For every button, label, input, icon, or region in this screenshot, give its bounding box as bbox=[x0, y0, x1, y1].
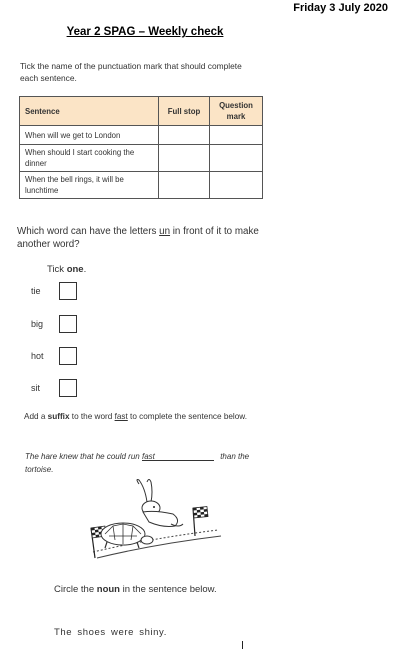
hare-sentence bbox=[25, 450, 255, 476]
hare-sentence-word: fast bbox=[141, 452, 155, 461]
hare-sentence-after: than the tortoise. bbox=[25, 452, 250, 474]
tick-prefix: Tick bbox=[47, 264, 67, 275]
sentence-cell: When the bell rings, it will be lunchtime bbox=[20, 172, 159, 199]
tick-suffix: . bbox=[83, 264, 87, 275]
option-row-hot bbox=[31, 345, 77, 367]
shoes-sentence[interactable]: The shoes were shiny. bbox=[54, 627, 167, 638]
option-word: tie bbox=[31, 286, 41, 296]
option-word: sit bbox=[31, 383, 40, 393]
question-mark-tick-cell[interactable] bbox=[210, 145, 263, 172]
column-header-sentence: Sentence bbox=[20, 97, 159, 126]
q2-text-before: Which word can have the letters bbox=[17, 226, 160, 237]
q2-letters: un bbox=[159, 226, 171, 237]
question-mark-tick-cell[interactable] bbox=[210, 126, 263, 145]
date-label: Friday 3 July 2020 bbox=[293, 2, 388, 14]
hare-tortoise-illustration bbox=[83, 478, 223, 560]
sentence-cell: When will we get to London bbox=[20, 126, 159, 145]
full-stop-tick-cell[interactable] bbox=[159, 172, 210, 199]
table-row bbox=[20, 145, 263, 172]
table-row bbox=[20, 126, 263, 145]
column-header-question-mark: Question mark bbox=[210, 97, 263, 126]
q3-instruction bbox=[24, 412, 274, 421]
q3-instr-bold: suffix bbox=[47, 412, 70, 421]
table-header-row bbox=[20, 97, 263, 126]
q3-instr-word: fast bbox=[114, 412, 128, 421]
page-title: Year 2 SPAG – Weekly check bbox=[66, 26, 224, 38]
option-word: big bbox=[31, 319, 44, 329]
tick-box[interactable] bbox=[59, 379, 77, 397]
q4-instruction bbox=[54, 584, 217, 595]
option-row-sit bbox=[31, 377, 77, 399]
q2-text-after: in front of it to make another word? bbox=[17, 226, 259, 250]
column-header-full-stop: Full stop bbox=[159, 97, 210, 126]
q3-instr-prefix: Add a bbox=[24, 412, 48, 421]
q3-instr-suffix: to complete the sentence below. bbox=[127, 412, 248, 421]
q1-instruction: Tick the name of the punctuation mark that should complete each sentence. bbox=[20, 61, 242, 83]
tick-box[interactable] bbox=[59, 347, 77, 365]
sentence-cell: When should I start cooking the dinner bbox=[20, 145, 159, 172]
option-row-big bbox=[31, 313, 77, 335]
option-row-tie bbox=[31, 280, 77, 302]
suffix-answer-blank[interactable] bbox=[142, 450, 214, 461]
q3-instr-mid: to the word bbox=[69, 412, 115, 421]
q4-instr-prefix: Circle the bbox=[54, 584, 97, 595]
question-mark-tick-cell[interactable] bbox=[210, 172, 263, 199]
tick-one-instruction bbox=[47, 264, 86, 275]
hare-sentence-before: The hare knew that he could run bbox=[25, 452, 142, 461]
punctuation-table bbox=[19, 96, 263, 199]
q4-instr-bold: noun bbox=[96, 584, 120, 595]
tick-word: one bbox=[66, 264, 84, 275]
tick-box[interactable] bbox=[59, 282, 77, 300]
full-stop-tick-cell[interactable] bbox=[159, 126, 210, 145]
full-stop-tick-cell[interactable] bbox=[159, 145, 210, 172]
q2-question bbox=[17, 225, 277, 251]
option-word: hot bbox=[31, 351, 44, 361]
table-row bbox=[20, 172, 263, 199]
tick-box[interactable] bbox=[59, 315, 77, 333]
q4-instr-suffix: in the sentence below. bbox=[119, 584, 217, 595]
text-cursor bbox=[242, 641, 243, 649]
